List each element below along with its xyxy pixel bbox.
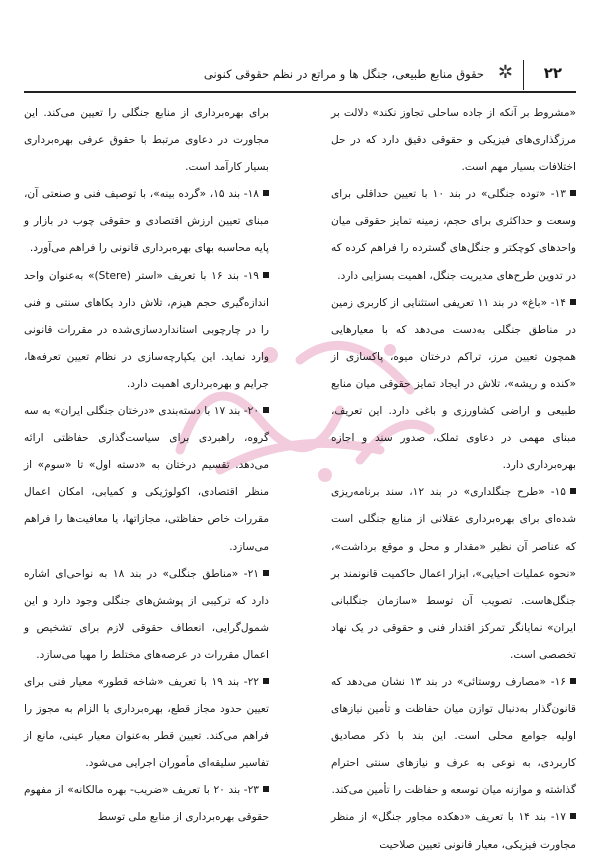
header-divider: [523, 60, 525, 90]
left-column: [24, 100, 269, 832]
right-column: [331, 100, 576, 859]
square-bullet-icon: [570, 813, 576, 819]
page-number: ۲۲: [543, 64, 562, 82]
paragraph-text: ۲۲- بند ۱۹ با تعریف «شاخه قطور» معیار فنی برای تعیین حدود مجاز قطع، بهره‌برداری یا الزام به مجوز را فراهم می‌کند. تعیین قطر به‌عنوان معیار عینی، مانع از تفاسیر سلیقه‌ای مأموران اجرایی می‌شود.: [24, 675, 269, 770]
paragraph: [331, 290, 576, 480]
paragraph: [331, 669, 576, 804]
paragraph-text: برای بهره‌برداری از منابع جنگلی را تعیین می‌کند. این مجاورت در دعاوی مرتبط با حقوق عرفی بهره‌برداری بسیار کارآمد است.: [24, 107, 269, 174]
paragraph: [24, 263, 269, 398]
paragraph: [331, 181, 576, 289]
paragraph-text: ۱۷- بند ۱۴ با تعریف «دهکده مجاور جنگل» از منظر مجاورت فیزیکی، معیار قانونی تعیین صلاحیت: [331, 811, 576, 851]
paragraph: [24, 181, 269, 262]
square-bullet-icon: [570, 299, 576, 305]
square-bullet-icon: [263, 678, 269, 684]
paragraph-text: ۱۶- «مصارف روستائی» در بند ۱۳ نشان می‌دهد که قانون‌گذار به‌دنبال توازن میان حفاظت و تأمین نیازهای اولیه جوامع محلی است. این بند با ذکر مصادیق کاربردی، به نوعی به عرف و نیازهای سنتی احترام گذاشته و موازنه میان توسعه و حفاظت را تأمین می‌کند.: [331, 675, 576, 797]
paragraph: [331, 100, 576, 181]
paragraph-text: ۲۰- بند ۱۷ با دسته‌بندی «درختان جنگلی ایران» به سه گروه، راهبردی برای سیاست‌گذاری حفاظتی ارائه می‌دهد. تقسیم درختان به «دسته اول» تا «سوم» از منظر اقتصادی، اکولوژیکی و کمیابی، امکان اعمال مقررات خاص حفاظتی، مجازاتها، یا معافیت‌ها را فراهم می‌سازد.: [24, 405, 269, 553]
paragraph-text: ۱۵- «طرح جنگلداری» در بند ۱۲، سند برنامه‌ریزی شده‌ای برای بهره‌برداری عقلانی از منابع جنگلی است که عناصر آن نظیر «مقدار و محل و موقع برداشت»، «نحوه عملیات احیایی»، ابزار اعمال حاکمیت قانونمند بر جنگل‌هاست. تصویب آن توسط «سازمان جنگلبانی ایران» نمایانگر تمرکز اقتدار فنی و حقوقی در یک نهاد تخصصی است.: [331, 486, 576, 661]
square-bullet-icon: [263, 786, 269, 792]
square-bullet-icon: [570, 678, 576, 684]
running-title: حقوق منابع طبیعی، جنگل ها و مراتع در نظم حقوقی کنونی: [203, 67, 484, 81]
ornament-star-icon: ✲: [497, 62, 513, 83]
header-rule: [24, 91, 576, 93]
square-bullet-icon: [570, 190, 576, 196]
paragraph-text: ۲۱- «مناطق جنگلی» در بند ۱۸ به نواحی‌ای اشاره دارد که ترکیبی از پوشش‌های جنگلی وجود دارد و این شمول‌گرایی، انعطاف حقوقی لازم برای تشخیص و اعمال مقررات در عرصه‌های مختلط را مهیا می‌سازد.: [24, 567, 269, 661]
square-bullet-icon: [263, 190, 269, 196]
paragraph: [24, 398, 269, 561]
square-bullet-icon: [263, 272, 269, 278]
paragraph-text: ۲۳- بند ۲۰ با تعریف «ضریب- بهره مالکانه» از مفهوم حقوقی بهره‌برداری از منابع ملی توسط: [24, 784, 269, 824]
square-bullet-icon: [263, 407, 269, 413]
square-bullet-icon: [263, 570, 269, 576]
paragraph-text: ۱۹- بند ۱۶ با تعریف «استر (Stere)» به‌عنوان واحد اندازه‌گیری حجم هیزم، تلاش دارد یکاهای سنتی و فنی را در چارچوبی استانداردسازی‌شده در مقررات قانونی وارد نماید. این یکپارچه‌سازی در نظام تعیین تعرفه‌ها، جرایم و بهره‌برداری اهمیت دارد.: [24, 269, 269, 390]
paragraph-text: «مشروط بر آنکه از جاده ساحلی تجاوز نکند» دلالت بر مرزگذاری‌های فیزیکی و حقوقی دقیق دارد که در حل اختلافات بسیار مهم است.: [331, 107, 576, 174]
paragraph: [331, 804, 576, 858]
paragraph-text: ۱۸- بند ۱۵، «گرده بینه»، با توصیف فنی و صنعتی آن، مبنای تعیین ارزش اقتصادی و حقوقی چوب در بازار و پایه محاسبه بهای بهره‌برداری قانونی را فراهم می‌آورد.: [24, 188, 269, 255]
paragraph-text: ۱۳- «توده جنگلی» در بند ۱۰ با تعیین حداقلی برای وسعت و حداکثری برای حجم، زمینه تمایز حقوقی میان واحدهای کوچکتر و جنگل‌های گسترده را فراهم کرده که در تدوین طرح‌های مدیریت جنگل، اهمیت بسزایی دارد.: [331, 188, 576, 282]
page-header: [24, 60, 576, 94]
paragraph: [24, 100, 269, 181]
paragraph: [331, 479, 576, 669]
paragraph: [24, 561, 269, 669]
paragraph-text: ۱۴- «باغ» در بند ۱۱ تعریفی استثنایی از کاربری زمین در مناطق جنگلی به‌دست می‌دهد که با معیارهایی همچون تعیین مرز، تراکم درختان میوه، پاکسازی از «کنده و ریشه»، تلاش در ایجاد تمایز حقوقی میان منابع طبیعی و اراضی کشاورزی و باغی دارد. این تعریف، مبنای مهمی در دعاوی تملک، صدور سند و اجازه بهره‌برداری دارد.: [331, 296, 576, 472]
square-bullet-icon: [570, 488, 576, 494]
paragraph: [24, 777, 269, 831]
paragraph: [24, 669, 269, 777]
